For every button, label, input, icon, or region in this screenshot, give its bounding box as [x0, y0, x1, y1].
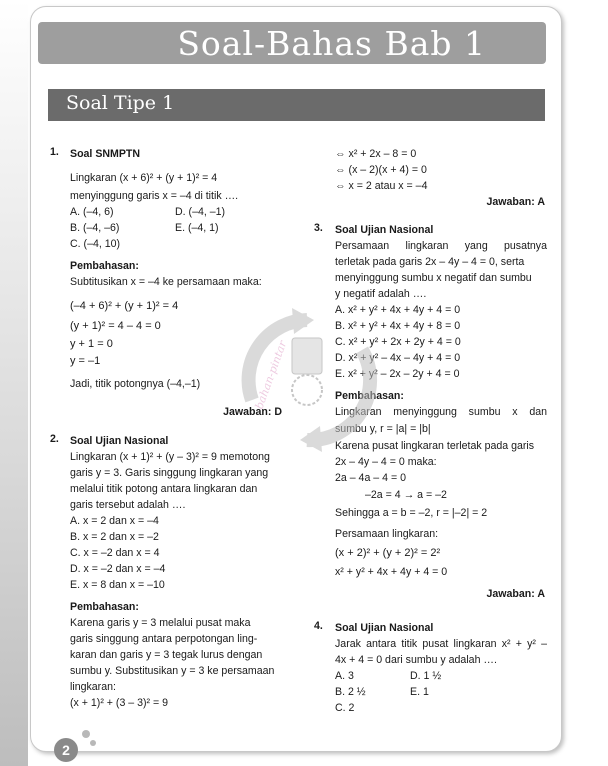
question-stem: melalui titik potong antara lingkaran dan [70, 483, 258, 495]
pembahasan-heading: Pembahasan: [70, 260, 139, 272]
explanation-text: karan dan garis y = 3 tegak lurus dengan [70, 649, 263, 661]
question-title: Soal Ujian Nasional [335, 622, 434, 634]
options-row [335, 684, 547, 700]
options-row [335, 668, 547, 684]
question-stem: y negatif adalah …. [335, 288, 427, 300]
explanation-text: sumbu y, r = |a| = |b| [335, 423, 431, 435]
left-column-q2 [70, 433, 282, 711]
options-row [335, 700, 547, 716]
question-stem: garis tersebut adalah …. [70, 499, 186, 511]
equation-line: ⇔ x² + 2x – 8 = 0 [335, 148, 417, 160]
question-title: Soal SNMPTN [70, 148, 141, 160]
option: E. 1 [410, 686, 429, 698]
page-edge-shadow [0, 0, 28, 766]
explanation-text: sumbu y. Substitusikan y = 3 ke persamaan [70, 665, 275, 677]
equation-line: y = –1 [70, 355, 101, 367]
equation-line: ⇔ x = 2 atau x = –4 [335, 180, 428, 192]
explanation-text: Subtitusikan x = –4 ke persamaan maka: [70, 276, 262, 288]
question-stem: Jarak antara titik pusat lingkaran x² + y² – [335, 638, 547, 650]
pembahasan-heading: Pembahasan: [335, 390, 404, 402]
option: A. x² + y² + 4x + 4y + 4 = 0 [335, 304, 461, 316]
page-number: 2 [54, 738, 78, 762]
question-stem: Lingkaran (x + 6)² + (y + 1)² = 4 [70, 172, 218, 184]
options-row [70, 204, 282, 220]
question-stem: Persamaan lingkaran yang pusatnya [335, 240, 547, 252]
section-title: Soal Tipe 1 [66, 92, 175, 114]
answer-label: Jawaban: D [223, 406, 282, 418]
option: C. (–4, 10) [70, 238, 121, 250]
option: E. (–4, 1) [175, 222, 219, 234]
explanation-text: Karena pusat lingkaran terletak pada garis [335, 440, 535, 452]
section-title-bar [48, 89, 545, 121]
question-number: 3. [314, 222, 323, 234]
options-row [70, 220, 282, 236]
option: E. x = 8 dan x = –10 [70, 579, 165, 591]
option: C. 2 [335, 702, 355, 714]
question-number: 4. [314, 620, 323, 632]
left-column [70, 146, 282, 420]
watermark-text: bahan-pintar [252, 338, 290, 412]
equation-line: y + 1 = 0 [70, 338, 113, 350]
equation-line: Persamaan lingkaran: [335, 528, 439, 540]
explanation-text: 2x – 4y – 4 = 0 maka: [335, 456, 437, 468]
option: B. (–4, –6) [70, 222, 120, 234]
option: B. x = 2 dan x = –2 [70, 531, 159, 543]
option: B. x² + y² + 4x + 4y + 8 = 0 [335, 320, 461, 332]
decor-dot [90, 740, 96, 746]
question-stem: menyinggung sumbu x negatif dan sumbu [335, 272, 532, 284]
chapter-title-bar [38, 22, 546, 64]
explanation-text: Karena garis y = 3 melalui pusat maka [70, 617, 251, 629]
option: D. 1 ½ [410, 670, 442, 682]
equation-line: (x + 2)² + (y + 2)² = 2² [335, 547, 441, 559]
equation-line: –2a = 4 → a = –2 [365, 489, 447, 501]
option: E. x² + y² – 2x – 2y + 4 = 0 [335, 368, 460, 380]
conclusion-text: Jadi, titik potongnya (–4,–1) [70, 378, 201, 390]
question-stem: 4x + 4 = 0 dari sumbu y adalah …. [335, 654, 497, 666]
equation-line: 2a – 4a – 4 = 0 [335, 472, 406, 484]
explanation-text: Lingkaran menyinggung sumbu x dan [335, 406, 547, 418]
option: C. x = –2 dan x = 4 [70, 547, 160, 559]
question-title: Soal Ujian Nasional [335, 224, 434, 236]
question-stem: Lingkaran (x + 1)² + (y – 3)² = 9 memotong [70, 451, 270, 463]
option: A. 3 [335, 670, 354, 682]
option: D. (–4, –1) [175, 206, 226, 218]
question-number: 2. [50, 433, 59, 445]
option: C. x² + y² + 2x + 2y + 4 = 0 [335, 336, 461, 348]
chapter-title: Soal-Bahas Bab 1 [177, 24, 486, 63]
equation-line: (y + 1)² = 4 – 4 = 0 [70, 320, 161, 332]
pembahasan-heading: Pembahasan: [70, 601, 139, 613]
right-column [335, 146, 547, 210]
question-stem: terletak pada garis 2x – 4y – 4 = 0, serta [335, 256, 525, 268]
option: A. x = 2 dan x = –4 [70, 515, 159, 527]
question-stem: menyinggung garis x = –4 di titik …. [70, 190, 239, 202]
answer-label: Jawaban: A [486, 588, 545, 600]
equation-line: x² + y² + 4x + 4y + 4 = 0 [335, 566, 448, 578]
equation-line: (–4 + 6)² + (y + 1)² = 4 [70, 300, 179, 312]
question-stem: garis y = 3. Garis singgung lingkaran yang [70, 467, 269, 479]
right-column-q4 [335, 620, 547, 716]
explanation-text: lingkaran: [70, 681, 116, 693]
decor-dot [82, 730, 90, 738]
answer-label: Jawaban: A [486, 196, 545, 208]
question-number: 1. [50, 146, 59, 158]
option: D. x² + y² – 4x – 4y + 4 = 0 [335, 352, 461, 364]
option: A. (–4, 6) [70, 206, 114, 218]
question-title: Soal Ujian Nasional [70, 435, 169, 447]
option: B. 2 ½ [335, 686, 366, 698]
explanation-text: garis singgung antara perpotongan ling- [70, 633, 258, 645]
right-column-q3 [335, 222, 547, 602]
option: D. x = –2 dan x = –4 [70, 563, 166, 575]
equation-line: (x + 1)² + (3 – 3)² = 9 [70, 697, 169, 709]
equation-line: ⇔ (x – 2)(x + 4) = 0 [335, 164, 427, 176]
equation-line: Sehingga a = b = –2, r = |–2| = 2 [335, 507, 488, 519]
options-row [70, 236, 282, 252]
